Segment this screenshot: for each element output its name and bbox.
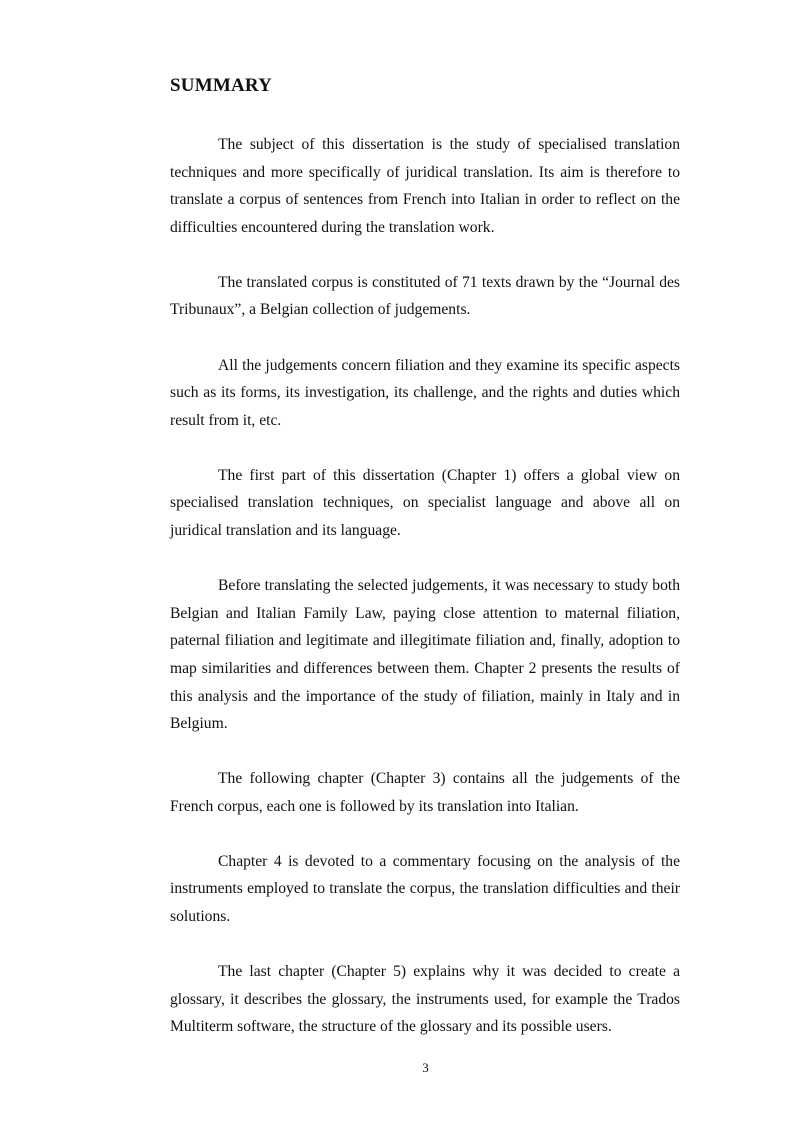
paragraph-chapter-3: The following chapter (Chapter 3) contains all the judgements of the French corpus, each one is followed by its translation into Italian. (170, 770, 680, 815)
paragraph-chapter-1: The first part of this dissertation (Chapter 1) offers a global view on specialised translation techniques, on specialist language and above all on juridical translation and its language. (170, 466, 680, 540)
paragraph-judgements: All the judgements concern filiation and they examine its specific aspects such as its forms, its investigation, its challenge, and the rights and duties which result from it, etc. (170, 356, 680, 429)
paragraph-subject: The subject of this dissertation is the study of specialised translation techniques and more specifically of juridical translation. Its aim is therefore to translate a corpus of sentences from French into Italian in order to reflect on the difficulties encountered during the translation work. (170, 136, 680, 236)
paragraph-chapter-4: Chapter 4 is devoted to a commentary focusing on the analysis of the instruments employed to translate the corpus, the translation difficulties and their solutions. (170, 852, 680, 926)
page-number: 3 (422, 1060, 429, 1075)
paragraph-corpus: The translated corpus is constituted of 71 texts drawn by the “Journal des Tribunaux”, a Belgian collection of judgements. (170, 273, 680, 319)
paragraph-chapter-2: Before translating the selected judgements, it was necessary to study both Belgian and Italian Family Law, paying close attention to maternal filiation, paternal filiation and legitimate and illegitimate filiation and, finally, adoption to map similarities and differences between them. Chapter 2 presents the results of this analysis and the importance of the study of filiation, mainly in Italy and in Belgium. (170, 577, 680, 733)
page-title: SUMMARY (170, 75, 273, 96)
body-text (170, 131, 680, 1068)
paragraph-chapter-5: The last chapter (Chapter 5) explains why it was decided to create a glossary, it describes the glossary, the instruments used, for example the Trados Multiterm software, the structure of the glossary and its possible users. (170, 963, 680, 1036)
